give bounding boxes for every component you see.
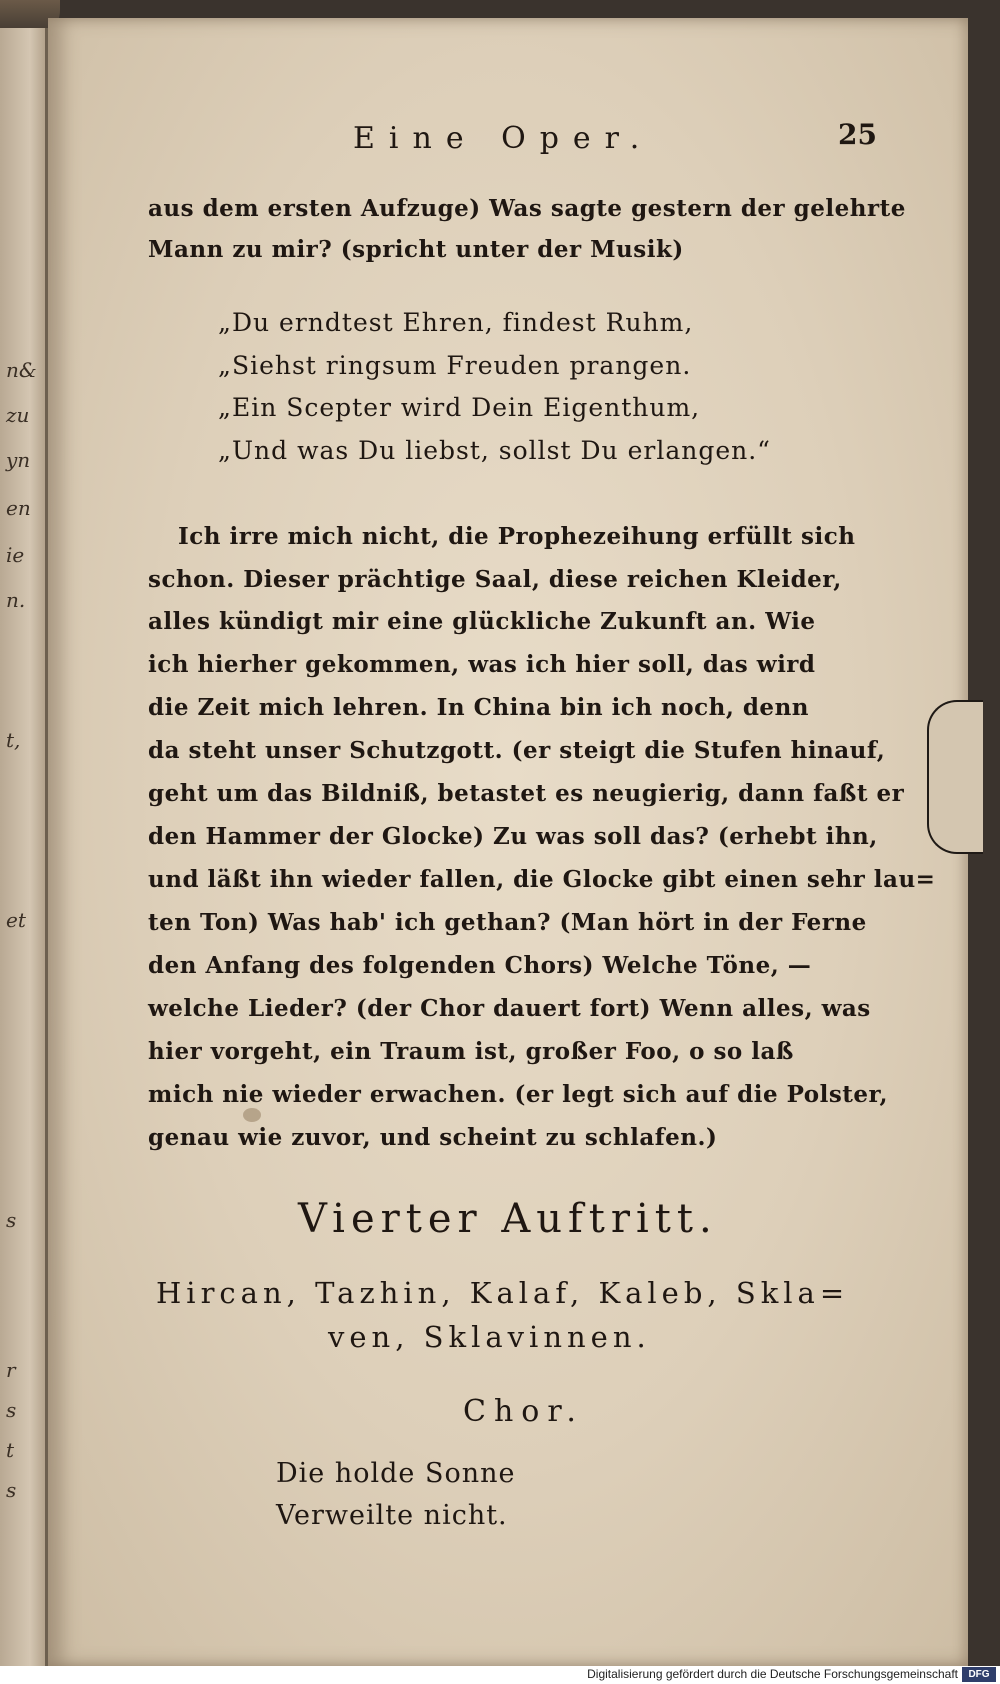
running-header: Eine Oper. [353,121,654,156]
verse-line: „Und was Du liebst, sollst Du erlangen.“ [218,436,771,465]
chorus-label: Chor. [463,1394,584,1429]
body-line: welche Lieder? (der Chor dauert fort) Wenn alles, was [148,995,871,1022]
body-line: Ich irre mich nicht, die Prophezeihung erfüllt sich [178,523,856,550]
body-line: hier vorgeht, ein Traum ist, großer Foo, o so laß [148,1038,794,1065]
body-line: und läßt ihn wieder fallen, die Glocke gibt einen sehr lau= [148,866,936,893]
body-line: genau wie zuvor, und scheint zu schlafen.) [148,1124,718,1151]
prev-page-fragment: zu [6,403,30,427]
body-line: die Zeit mich lehren. In China bin ich noch, denn [148,694,810,721]
body-line: den Anfang des folgenden Chors) Welche Töne, — [148,952,812,979]
prev-page-fragment: ie [6,543,25,567]
body-line: den Hammer der Glocke) Zu was soll das? (erhebt ihn, [148,823,878,850]
prev-page-fragment: s [6,1398,17,1422]
prev-page-fragment: t, [6,728,21,752]
page-number: 25 [838,118,877,151]
song-line: Die holde Sonne [276,1458,516,1489]
funding-credit: Digitalisierung gefördert durch die Deutsche Forschungsgemeinschaft [587,1667,958,1681]
prev-page-fragment: s [6,1208,17,1232]
prev-page-fragment: n. [6,588,26,612]
verse-line: „Du erndtest Ehren, findest Ruhm, [218,308,694,337]
prev-page-fragment: yn [6,448,31,472]
prev-page-fragment: et [6,908,26,932]
verse-line: „Ein Scepter wird Dein Eigenthum, [218,393,701,422]
prev-page-fragment: r [6,1358,16,1382]
verse-line: „Siehst ringsum Freuden prangen. [218,351,692,380]
dfg-logo: DFG [962,1667,996,1682]
cast-line: ven, Sklavinnen. [328,1320,651,1354]
body-line: schon. Dieser prächtige Saal, diese reichen Kleider, [148,566,842,593]
page-stain [243,1108,261,1122]
intro-line: Mann zu mir? (spricht unter der Musik) [148,236,684,263]
cast-line: Hircan, Tazhin, Kalaf, Kaleb, Skla= [156,1276,850,1310]
book-page [48,18,968,1666]
body-line: ten Ton) Was hab' ich gethan? (Man hört in der Ferne [148,909,867,936]
intro-line: aus dem ersten Aufzuge) Was sagte gestern der gelehrte [148,195,906,222]
prev-page-fragment: t [6,1438,15,1462]
scene-heading: Vierter Auftritt. [298,1196,718,1242]
prev-page-fragment: s [6,1478,17,1502]
body-line: alles kündigt mir eine glückliche Zukunft an. Wie [148,608,816,635]
previous-page-edge [0,28,50,1668]
page-clip-tab [927,700,983,854]
body-line: da steht unser Schutzgott. (er steigt die Stufen hinauf, [148,737,886,764]
prev-page-fragment: en [6,496,31,520]
song-line: Verweilte nicht. [276,1500,508,1531]
body-line: mich nie wieder erwachen. (er legt sich auf die Polster, [148,1081,889,1108]
body-line: ich hierher gekommen, was ich hier soll, das wird [148,651,816,678]
prev-page-fragment: n& [6,358,37,382]
body-line: geht um das Bildniß, betastet es neugierig, dann faßt er [148,780,905,807]
